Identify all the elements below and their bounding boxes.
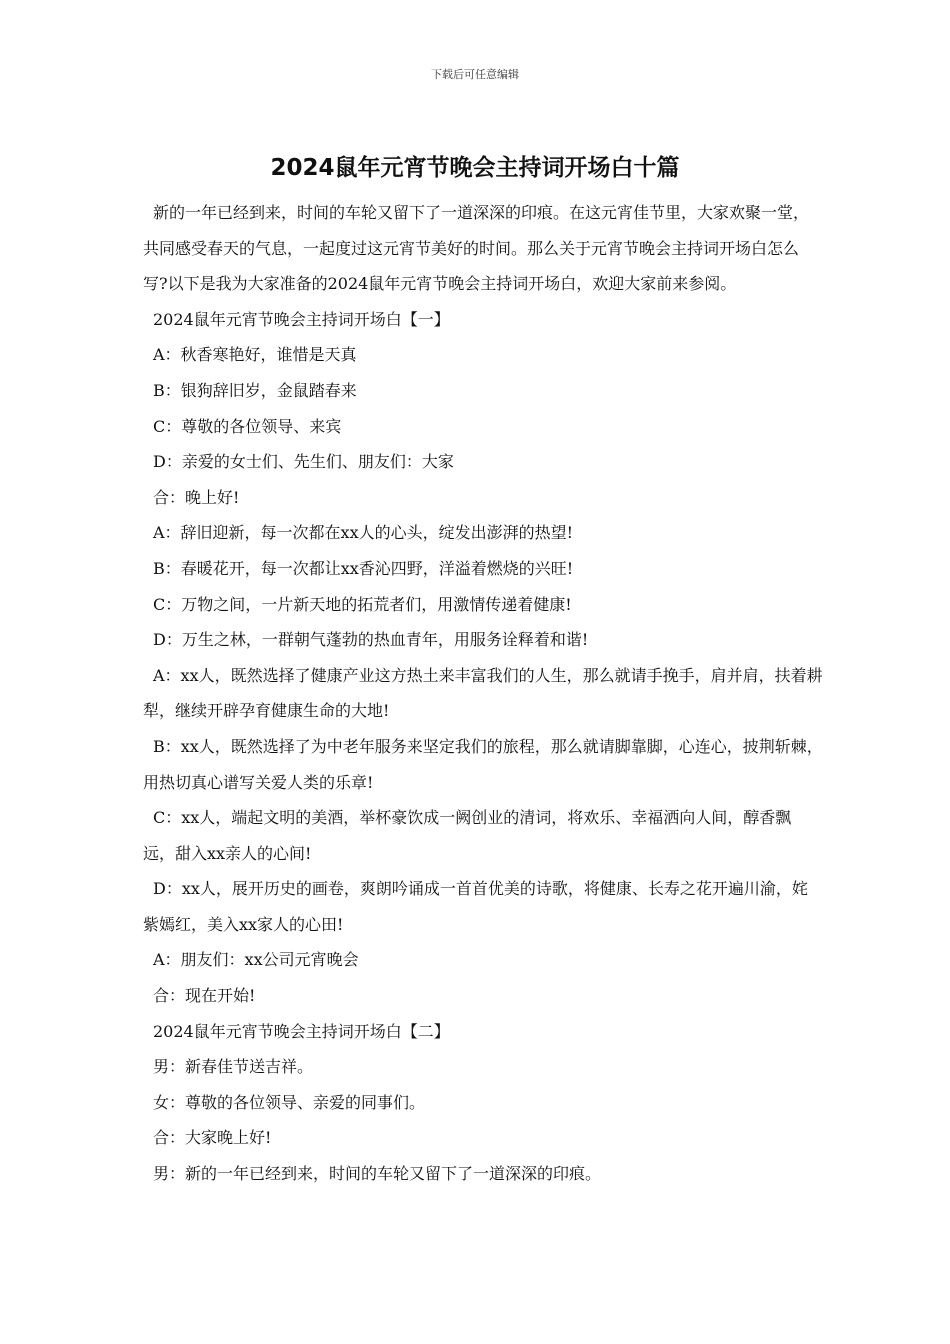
script-line: B：xx人，既然选择了为中老年服务来坚定我们的旅程，那么就请脚靠脚，心连心，披荆斩棘，用热切真心谱写关爱人类的乐章! (143, 736, 823, 792)
script-line: C：尊敬的各位领导、来宾 (153, 416, 342, 436)
document-body (143, 195, 823, 1192)
script-line: 合：大家晚上好! (153, 1128, 272, 1148)
script-line: B：春暖花开，每一次都让xx香沁四野，洋溢着燃烧的兴旺! (153, 558, 574, 578)
script-line: 女：尊敬的各位领导、亲爱的同事们。 (153, 1092, 426, 1112)
script-line: D：万生之林，一群朝气蓬勃的热血青年，用服务诠释着和谐! (153, 630, 589, 650)
script-line: A：xx人，既然选择了健康产业这方热土来丰富我们的人生，那么就请手挽手，肩并肩，扶着耕犁，继续开辟孕育健康生命的大地! (143, 665, 823, 721)
section-heading: 2024鼠年元宵节晚会主持词开场白【二】 (153, 1021, 450, 1041)
script-line: D：xx人，展开历史的画卷，爽朗吟诵成一首首优美的诗歌，将健康、长寿之花开遍川渝，姹紫嫣红，美入xx家人的心田! (143, 879, 808, 934)
script-line: 合：现在开始! (153, 986, 256, 1006)
section-heading: 2024鼠年元宵节晚会主持词开场白【一】 (153, 309, 450, 329)
script-line: 合：晚上好! (153, 487, 240, 507)
document-title: 2024鼠年元宵节晚会主持词开场白十篇 (270, 155, 680, 181)
script-line: C：万物之间，一片新天地的拓荒者们，用激情传递着健康! (153, 594, 572, 614)
header-note: 下载后可任意编辑 (431, 68, 519, 81)
script-line: D：亲爱的女士们、先生们、朋友们：大家 (153, 452, 454, 472)
script-line: C：xx人，端起文明的美酒，举杯豪饮成一阙创业的清词，将欢乐、幸福洒向人间，醇香飘远，甜入xx亲人的心间! (143, 808, 792, 863)
script-line: 男：新春佳节送吉祥。 (153, 1057, 314, 1077)
script-line: A：辞旧迎新，每一次都在xx人的心头，绽发出澎湃的热望! (153, 523, 574, 543)
intro-paragraph: 新的一年已经到来，时间的车轮又留下了一道深深的印痕。在这元宵佳节里，大家欢聚一堂，共同感受春天的气息，一起度过这元宵节美好的时间。那么关于元宵节晚会主持词开场白怎么写?以下是我为大家准备的2024鼠年元宵节晚会主持词开场白，欢迎大家前来参阅。 (143, 203, 810, 294)
script-line: 男：新的一年已经到来，时间的车轮又留下了一道深深的印痕。 (153, 1164, 602, 1184)
script-line: B：银狗辞旧岁，金鼠踏春来 (153, 380, 357, 400)
script-line: A：秋香寒艳好，谁惜是天真 (153, 345, 357, 365)
script-line: A：朋友们：xx公司元宵晚会 (153, 950, 359, 970)
